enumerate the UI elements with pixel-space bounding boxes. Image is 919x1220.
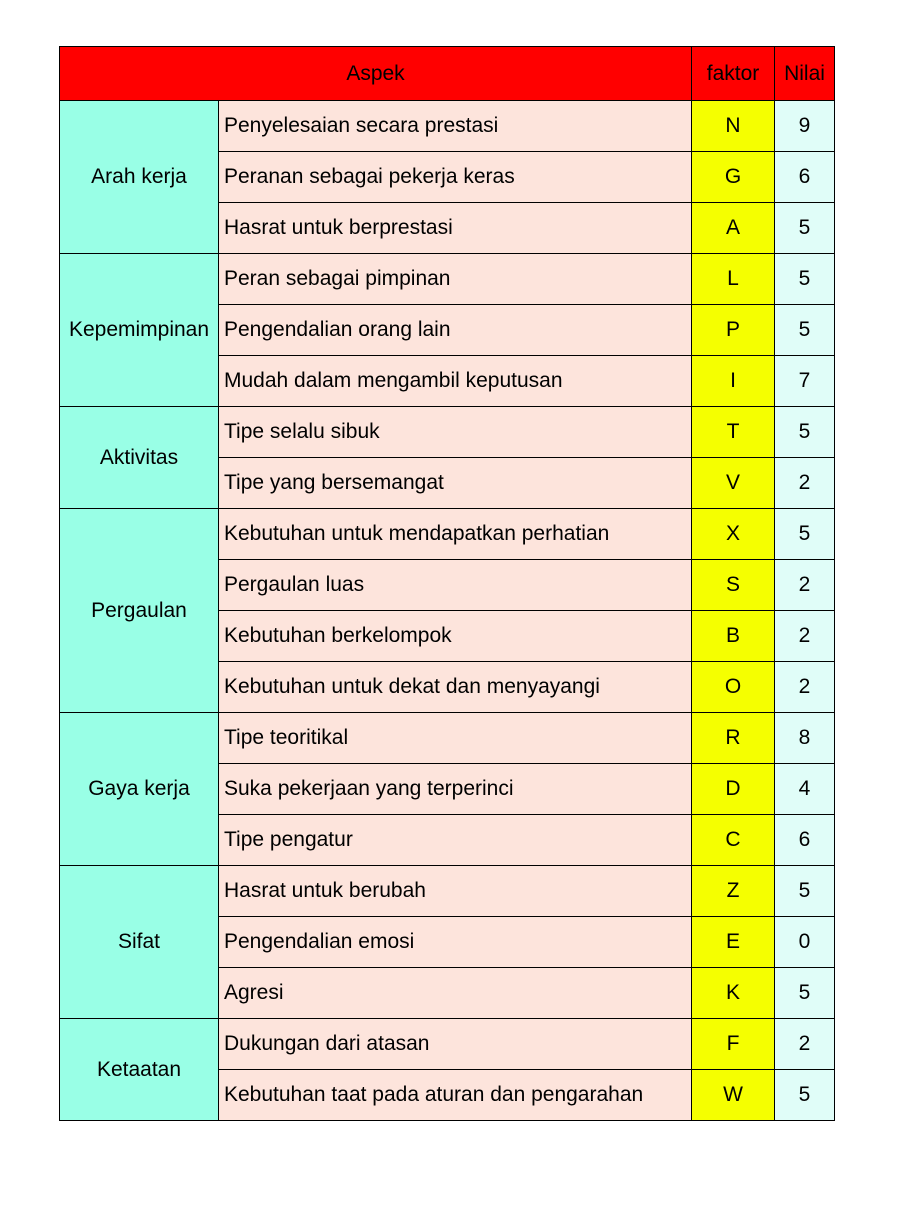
description-cell: Suka pekerjaan yang terperinci <box>219 764 692 815</box>
aspect-cell: Pergaulan <box>60 509 219 713</box>
value-cell: 2 <box>775 560 835 611</box>
factor-cell: E <box>692 917 775 968</box>
description-cell: Hasrat untuk berubah <box>219 866 692 917</box>
aspect-cell: Kepemimpinan <box>60 254 219 407</box>
value-cell: 5 <box>775 509 835 560</box>
description-cell: Mudah dalam mengambil keputusan <box>219 356 692 407</box>
table-row <box>60 254 835 305</box>
factor-cell: W <box>692 1070 775 1121</box>
value-cell: 9 <box>775 101 835 152</box>
factor-cell: O <box>692 662 775 713</box>
value-cell: 4 <box>775 764 835 815</box>
table-body <box>60 47 835 1121</box>
value-cell: 2 <box>775 1019 835 1070</box>
aspect-cell: Ketaatan <box>60 1019 219 1121</box>
factor-cell: R <box>692 713 775 764</box>
description-cell: Hasrat untuk berprestasi <box>219 203 692 254</box>
table-row <box>60 713 835 764</box>
value-cell: 5 <box>775 407 835 458</box>
description-cell: Peranan sebagai pekerja keras <box>219 152 692 203</box>
value-cell: 5 <box>775 968 835 1019</box>
header-aspek: Aspek <box>60 47 692 101</box>
description-cell: Pengendalian orang lain <box>219 305 692 356</box>
factor-cell: P <box>692 305 775 356</box>
description-cell: Kebutuhan untuk dekat dan menyayangi <box>219 662 692 713</box>
table-row <box>60 407 835 458</box>
table-row <box>60 1019 835 1070</box>
factor-cell: A <box>692 203 775 254</box>
factor-cell: Z <box>692 866 775 917</box>
factor-cell: B <box>692 611 775 662</box>
description-cell: Kebutuhan untuk mendapatkan perhatian <box>219 509 692 560</box>
aspect-cell: Arah kerja <box>60 101 219 254</box>
factor-cell: L <box>692 254 775 305</box>
header-faktor: faktor <box>692 47 775 101</box>
factor-cell: V <box>692 458 775 509</box>
factor-cell: S <box>692 560 775 611</box>
description-cell: Tipe yang bersemangat <box>219 458 692 509</box>
value-cell: 5 <box>775 254 835 305</box>
value-cell: 5 <box>775 1070 835 1121</box>
header-nilai: Nilai <box>775 47 835 101</box>
description-cell: Dukungan dari atasan <box>219 1019 692 1070</box>
description-cell: Penyelesaian secara prestasi <box>219 101 692 152</box>
header-row <box>60 47 835 101</box>
table-row <box>60 101 835 152</box>
description-cell: Pengendalian emosi <box>219 917 692 968</box>
value-cell: 5 <box>775 305 835 356</box>
description-cell: Tipe selalu sibuk <box>219 407 692 458</box>
factor-cell: D <box>692 764 775 815</box>
table-row <box>60 866 835 917</box>
description-cell: Kebutuhan taat pada aturan dan pengarahan <box>219 1070 692 1121</box>
aspect-cell: Gaya kerja <box>60 713 219 866</box>
description-cell: Agresi <box>219 968 692 1019</box>
factor-cell: I <box>692 356 775 407</box>
value-cell: 0 <box>775 917 835 968</box>
factor-cell: N <box>692 101 775 152</box>
factor-cell: G <box>692 152 775 203</box>
value-cell: 6 <box>775 152 835 203</box>
description-cell: Pergaulan luas <box>219 560 692 611</box>
aspect-cell: Sifat <box>60 866 219 1019</box>
factor-cell: X <box>692 509 775 560</box>
aspect-cell: Aktivitas <box>60 407 219 509</box>
value-cell: 2 <box>775 458 835 509</box>
description-cell: Tipe teoritikal <box>219 713 692 764</box>
value-cell: 2 <box>775 611 835 662</box>
description-cell: Tipe pengatur <box>219 815 692 866</box>
factor-cell: T <box>692 407 775 458</box>
table-row <box>60 509 835 560</box>
description-cell: Kebutuhan berkelompok <box>219 611 692 662</box>
factor-cell: K <box>692 968 775 1019</box>
papi-result-table <box>59 46 835 1121</box>
value-cell: 8 <box>775 713 835 764</box>
value-cell: 2 <box>775 662 835 713</box>
value-cell: 7 <box>775 356 835 407</box>
value-cell: 5 <box>775 203 835 254</box>
factor-cell: C <box>692 815 775 866</box>
value-cell: 5 <box>775 866 835 917</box>
factor-cell: F <box>692 1019 775 1070</box>
value-cell: 6 <box>775 815 835 866</box>
description-cell: Peran sebagai pimpinan <box>219 254 692 305</box>
